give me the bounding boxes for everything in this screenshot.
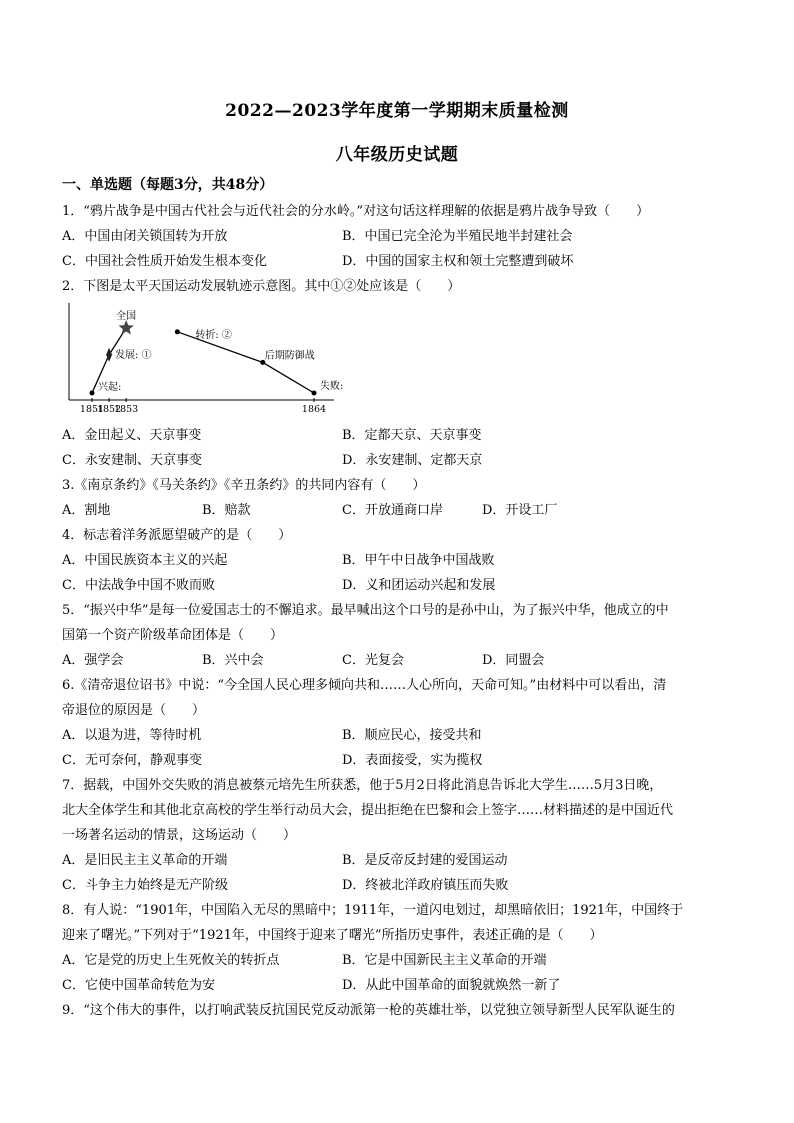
question-2-option-d: D．永安建制、定都天京 [342, 453, 483, 468]
question-7-option-d: D．终被北洋政府镇压而失败 [342, 878, 509, 893]
question-5-option-a: A．强学会 [62, 653, 124, 668]
question-2-option-b: B．定都天京、天京事变 [342, 428, 482, 443]
question-8-option-a: A．它是党的历史上生死攸关的转折点 [62, 953, 280, 968]
question-4-option-c: C．中法战争中国不败而败 [62, 578, 215, 593]
question-1-option-c: C．中国社会性质开始发生根本变化 [62, 254, 267, 269]
question-8-stem-line-2: 迎来了曙光。”下列对于“1921年，中国终于迎来了曙光”所指历史事件，表述正确的是（ ） [62, 928, 603, 943]
question-8-option-c: C．它使中国革命转危为安 [62, 978, 215, 993]
question-6-option-a: A．以退为进，等待时机 [62, 728, 202, 743]
point-label: 失败: [320, 381, 344, 392]
question-4-option-b: B．甲午中日战争中国战败 [342, 553, 495, 568]
question-7-option-b: B．是反帝反封建的爱国运动 [342, 853, 508, 868]
page-title: 2022—2023学年度第一学期期末质量检测 [225, 101, 569, 121]
x-tick-label: 1852 [96, 404, 122, 415]
question-8-option-d: D．从此中国革命的面貌就焕然一新了 [342, 978, 561, 993]
question-6-option-d: D．表面接受，实为揽权 [342, 753, 483, 768]
question-2-option-a: A．金田起义、天京事变 [62, 428, 202, 443]
point-marker [175, 329, 180, 334]
question-5-option-d: D．同盟会 [482, 653, 545, 668]
question-7-stem-line-2: 北大全体学生和其他北京高校的学生举行动员大会，提出拒绝在巴黎和会上签字……材料描述的是中国近代 [62, 803, 674, 818]
question-3-option-b: B．赔款 [202, 503, 251, 518]
question-4-option-a: A．中国民族资本主义的兴起 [62, 553, 228, 568]
question-1-option-d: D．中国的国家主权和领土完整遭到破坏 [342, 254, 574, 269]
question-2-stem: 2．下图是太平天国运动发展轨迹示意图。其中①②处应该是（ ） [62, 279, 461, 294]
point-label: 后期防御战 [264, 350, 315, 362]
point-label: 全国 [116, 311, 137, 322]
star-marker [119, 320, 134, 335]
trend-line-decline [177, 332, 314, 393]
question-6-option-c: C．无可奈何，静观事变 [62, 753, 202, 768]
question-4-option-d: D．义和团运动兴起和发展 [342, 578, 496, 593]
x-tick-label: 1864 [301, 404, 327, 415]
point-label: 发展: ① [115, 349, 152, 361]
question-6-stem-line-1: 6.《清帝退位诏书》中说：“今全国人民心理多倾向共和……人心所向，天命可知。”由材料中可以看出，清 [62, 678, 667, 693]
point-label: 转折: ② [195, 329, 232, 341]
question-7-option-c: C．斗争主力始终是无产阶级 [62, 878, 228, 893]
question-3-option-a: A．割地 [62, 503, 111, 518]
taiping-timeline-chart [64, 298, 344, 415]
question-1-stem: 1．“鸦片战争是中国古代社会与近代社会的分水岭。”对这句话这样理解的依据是鸦片战争导致（ ） [62, 204, 650, 219]
question-7-stem-line-1: 7．据载，中国外交失败的消息被蔡元培先生所获悉，他于5月2日将此消息告诉北大学生……5月3日晚， [62, 778, 663, 793]
point-marker [312, 391, 317, 396]
question-2-option-c: C．永安建制、天京事变 [62, 453, 202, 468]
question-1-option-a: A．中国由闭关锁国转为开放 [62, 229, 228, 244]
x-tick-label: 1853 [114, 404, 139, 415]
question-3-stem: 3.《南京条约》《马关条约》《辛丑条约》的共同内容有（ ） [62, 478, 426, 493]
question-7-stem-line-3: 一场著名运动的情景，这场运动（ ） [62, 828, 297, 843]
question-3-option-d: D．开设工厂 [482, 503, 558, 518]
question-7-option-a: A．是旧民主主义革命的开端 [62, 853, 228, 868]
point-marker [90, 391, 95, 396]
question-1-option-b: B．中国已完全沦为半殖民地半封建社会 [342, 229, 573, 244]
question-6-stem-line-2: 帝退位的原因是（ ） [62, 703, 206, 718]
section-heading: 一、单选题（每题3分，共48分） [62, 177, 274, 193]
question-6-option-b: B．顺应民心，接受共和 [342, 728, 482, 743]
point-label: 兴起: [98, 382, 122, 393]
question-4-stem: 4．标志着洋务派愿望破产的是（ ） [62, 528, 292, 543]
question-5-option-c: C．光复会 [342, 653, 404, 668]
page-subtitle: 八年级历史试题 [335, 145, 459, 165]
question-3-option-c: C．开放通商口岸 [342, 503, 443, 518]
question-9-stem: 9．“这个伟大的事件，以打响武装反抗国民党反动派第一枪的英雄壮举，以党独立领导新型人民军队诞生的 [62, 1003, 675, 1018]
question-5-stem-line-1: 5．“振兴中华”是每一位爱国志士的不懈追求。最早喊出这个口号的是孙中山，为了振兴中华，他成立的中 [62, 603, 669, 618]
question-8-stem-line-1: 8．有人说：“1901年，中国陷入无尽的黑暗中；1911年，一道闪电划过，却黑暗依旧；1921年，中国终于 [62, 903, 684, 918]
question-8-option-b: B．它是中国新民主主义革命的开端 [342, 953, 547, 968]
question-5-option-b: B．兴中会 [202, 653, 264, 668]
question-5-stem-line-2: 国第一个资产阶级革命团体是（ ） [62, 628, 284, 643]
x-tick-label: 1851 [79, 404, 105, 415]
